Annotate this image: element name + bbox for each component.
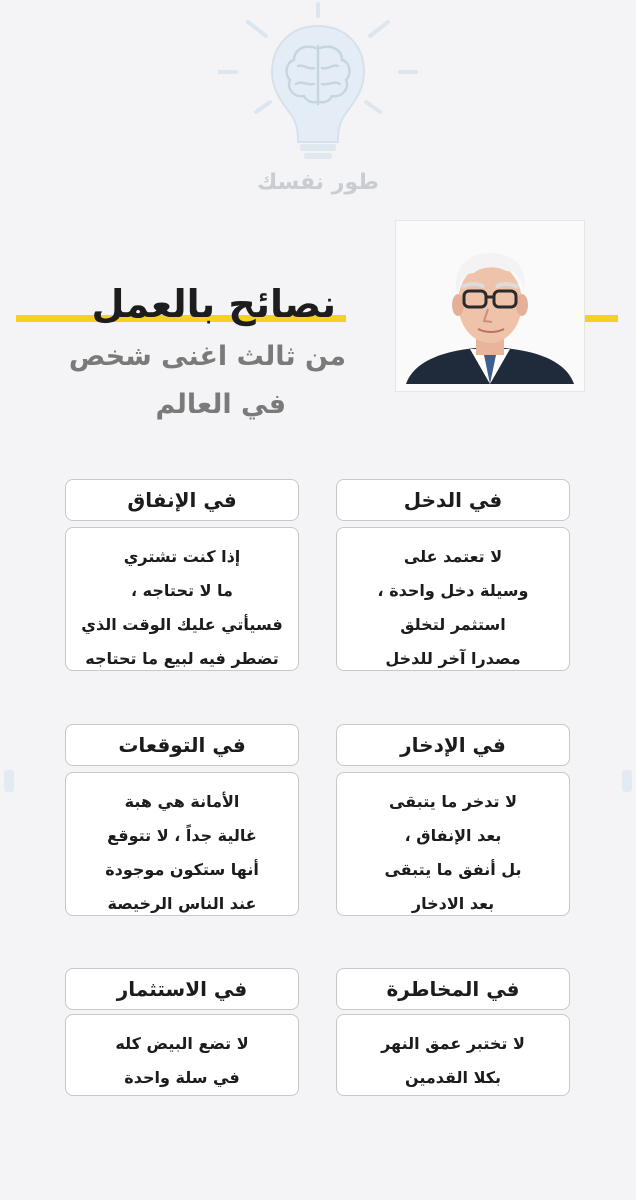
card-body-spending — [65, 527, 299, 671]
card-title-income: في الدخل — [336, 479, 570, 521]
card-line: لا تضع البيض كله — [115, 1034, 249, 1053]
card-line: عند الناس الرخيصة — [107, 894, 257, 913]
portrait-image — [395, 220, 585, 392]
card-body-income — [336, 527, 570, 671]
card-line: لا تختبر عمق النهر — [381, 1034, 525, 1053]
brand-name: طور نفسك — [257, 170, 379, 195]
card-title-risk: في المخاطرة — [336, 968, 570, 1010]
card-line: غالية جداً ، لا تتوقع — [107, 826, 257, 845]
lightbulb-brain-icon — [218, 0, 418, 170]
card-line: ما لا تحتاجه ، — [131, 581, 233, 600]
side-decoration-left — [4, 770, 14, 792]
card-line: بعد الادخار — [411, 894, 495, 913]
side-decoration-right — [622, 770, 632, 792]
card-line: في سلة واحدة — [124, 1068, 240, 1087]
card-title-investment: في الاستثمار — [65, 968, 299, 1010]
brand-logo — [218, 0, 418, 205]
card-line: لا تعتمد على — [403, 547, 503, 566]
title-accent-line-right — [580, 315, 618, 322]
card-line: فسيأتي عليك الوقت الذي — [81, 615, 283, 634]
card-line: بل أنفق ما يتبقى — [384, 860, 522, 879]
card-line: لا تدخر ما يتبقى — [388, 792, 518, 811]
card-body-saving — [336, 772, 570, 916]
card-line: بكلا القدمين — [404, 1068, 502, 1087]
page-title: نصائح بالعمل — [91, 282, 336, 326]
card-line: تضطر فيه لبيع ما تحتاجه — [85, 649, 279, 668]
card-title-spending: في الإنفاق — [65, 479, 299, 521]
card-body-risk — [336, 1014, 570, 1096]
page-subtitle-line2: في العالم — [155, 389, 286, 420]
card-body-investment — [65, 1014, 299, 1096]
card-line: الأمانة هي هبة — [124, 792, 240, 811]
card-body-expectations — [65, 772, 299, 916]
card-title-saving: في الإدخار — [336, 724, 570, 766]
card-title-expectations: في التوقعات — [65, 724, 299, 766]
card-line: وسيلة دخل واحدة ، — [377, 581, 529, 600]
card-line: بعد الإنفاق ، — [404, 826, 502, 845]
page-subtitle-line1: من ثالث اغنى شخص — [68, 341, 346, 372]
card-line: أنها ستكون موجودة — [105, 860, 259, 879]
card-line: مصدرا آخر للدخل — [385, 649, 521, 668]
card-line: استثمر لتخلق — [400, 615, 506, 634]
card-line: إذا كنت تشتري — [123, 547, 241, 566]
